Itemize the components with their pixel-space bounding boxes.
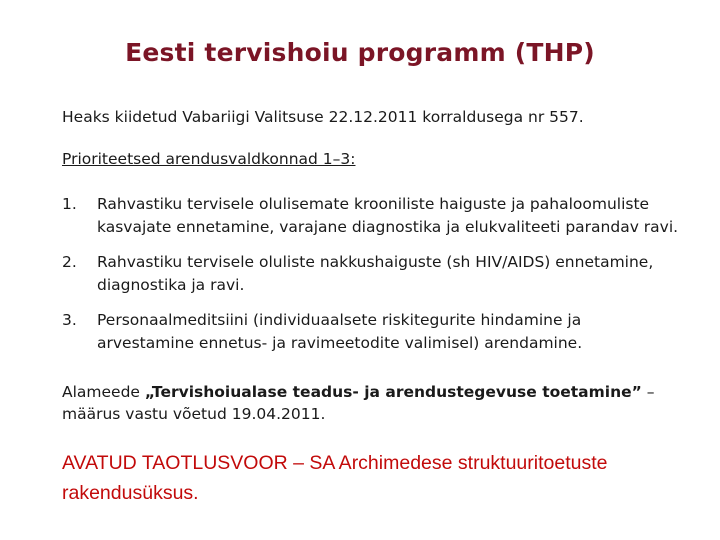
open-call-notice: AVATUD TAOTLUSVOOR – SA Archimedese struktuuritoetuste rakendusüksus. bbox=[62, 452, 608, 504]
sub-measure-prefix: Alameede bbox=[62, 383, 145, 401]
sub-measure-suffix: – määrus vastu võetud 19.04.2011. bbox=[62, 383, 655, 423]
priority-item bbox=[62, 309, 682, 355]
slide-title: Eesti tervishoiu programm (THP) bbox=[125, 38, 595, 67]
sub-measure-paragraph bbox=[62, 381, 682, 425]
approval-text: Heaks kiidetud Vabariigi Valitsuse 22.12.2011 korraldusega nr 557. bbox=[62, 108, 584, 126]
priorities-heading: Prioriteetsed arendusvaldkonnad 1–3: bbox=[62, 150, 356, 168]
priority-list bbox=[62, 193, 682, 355]
priority-text: Rahvastiku tervisele olulisemate krooniliste haiguste ja pahaloomuliste kasvajate ennetamine, varajane diagnostika ja elukvaliteeti parandav ravi. bbox=[97, 195, 679, 236]
priority-number: 2. bbox=[62, 253, 77, 271]
priority-item bbox=[62, 251, 682, 297]
priority-item bbox=[62, 193, 682, 239]
sub-measure-name: „Tervishoiualase teadus- ja arendustegevuse toetamine” bbox=[144, 383, 642, 401]
priority-number: 3. bbox=[62, 311, 77, 329]
priority-text: Personaalmeditsiini (individuaalsete riskitegurite hindamine ja arvestamine ennetus- ja ravimeetodite valimisel) arendamine. bbox=[97, 311, 583, 352]
priority-text: Rahvastiku tervisele oluliste nakkushaiguste (sh HIV/AIDS) ennetamine, diagnostika ja ravi. bbox=[97, 253, 654, 294]
priority-number: 1. bbox=[62, 195, 77, 213]
